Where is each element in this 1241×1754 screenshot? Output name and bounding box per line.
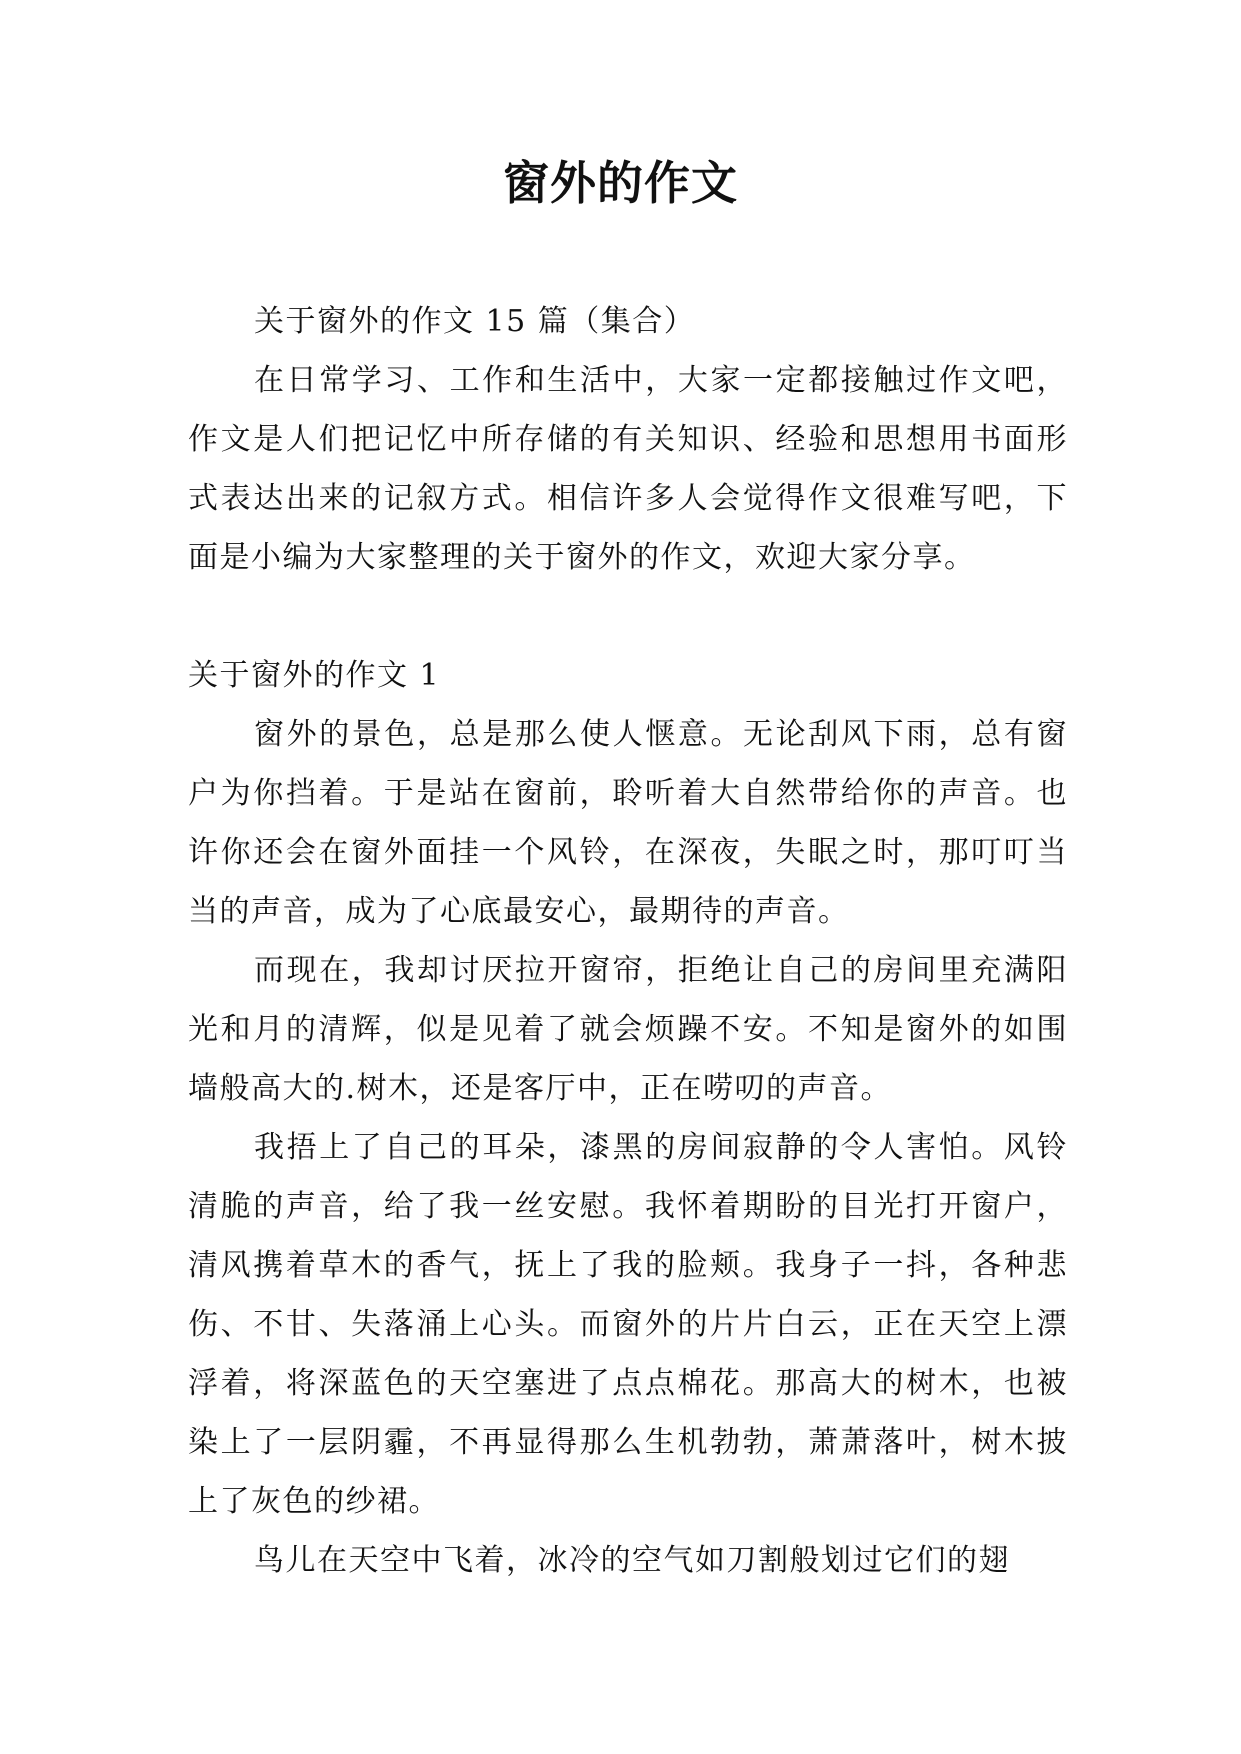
document-subtitle: 关于窗外的作文 15 篇（集合） <box>254 304 696 339</box>
document-title: 窗外的作文 <box>503 156 738 210</box>
body-paragraph-2: 而现在，我却讨厌拉开窗帘，拒绝让自己的房间里充满阳光和月的清辉，似是见着了就会烦躁不安。不知是窗外的如围墙般高大的.树木，还是客厅中，正在唠叨的声音。 <box>188 953 1068 1106</box>
body-paragraph-4: 鸟儿在天空中飞着，冰冷的空气如刀割般划过它们的翅 <box>254 1543 1010 1578</box>
intro-paragraph: 在日常学习、工作和生活中，大家一定都接触过作文吧，作文是人们把记忆中所存储的有关知识、经验和思想用书面形式表达出来的记叙方式。相信许多人会觉得作文很难写吧，下面是小编为大家整理的关于窗外的作文，欢迎大家分享。 <box>188 363 1068 575</box>
paragraph-spacer <box>188 587 1068 646</box>
body-paragraph-3: 我捂上了自己的耳朵，漆黑的房间寂静的令人害怕。风铃清脆的声音，给了我一丝安慰。我怀着期盼的目光打开窗户，清风携着草木的香气，抚上了我的脸颊。我身子一抖，各种悲伤、不甘、失落涌上心头。而窗外的片片白云，正在天空上漂浮着，将深蓝色的天空塞进了点点棉花。那高大的树木，也被染上了一层阴霾，不再显得那么生机勃勃，萧萧落叶，树木披上了灰色的纱裙。 <box>188 1130 1068 1519</box>
body-paragraph-1: 窗外的景色，总是那么使人惬意。无论刮风下雨，总有窗户为你挡着。于是站在窗前，聆听着大自然带给你的声音。也许你还会在窗外面挂一个风铃，在深夜，失眠之时，那叮叮当当的声音，成为了心底最安心，最期待的声音。 <box>188 717 1068 929</box>
section-heading: 关于窗外的作文 1 <box>188 658 441 693</box>
document-body <box>188 292 1068 1590</box>
